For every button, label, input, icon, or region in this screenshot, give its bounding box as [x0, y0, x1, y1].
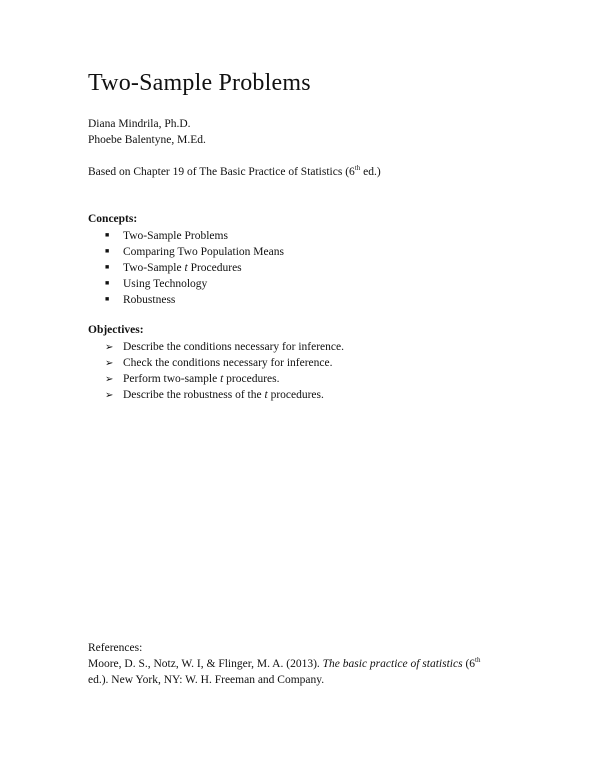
arrow-bullet-icon: ➢ — [105, 358, 114, 369]
square-bullet-icon: ■ — [105, 295, 110, 304]
square-bullet-icon: ■ — [105, 279, 110, 288]
source-note — [88, 166, 381, 178]
page-title: Two-Sample Problems — [88, 70, 311, 96]
objectives-list — [105, 339, 344, 403]
references-heading: References: — [88, 642, 143, 654]
concepts-list — [105, 228, 284, 308]
arrow-bullet-icon: ➢ — [105, 390, 114, 401]
arrow-bullet-icon: ➢ — [105, 374, 114, 385]
list-item: ■ Two-Sample t Procedures — [105, 260, 284, 276]
list-item: ■ Comparing Two Population Means — [105, 244, 284, 260]
objectives-heading: Objectives: — [88, 324, 144, 336]
square-bullet-icon: ■ — [105, 263, 110, 272]
source-note-text: Based on Chapter 19 of The Basic Practice of Statistics (6 — [88, 166, 355, 178]
source-note-sup: th — [354, 164, 361, 173]
square-bullet-icon: ■ — [105, 231, 110, 240]
list-item: ■ Using Technology — [105, 276, 284, 292]
citation-edition: (6 — [462, 658, 476, 670]
list-item: ➢ Perform two-sample t procedures. — [105, 371, 344, 387]
source-note-suffix: ed.) — [360, 166, 381, 178]
concepts-heading: Concepts: — [88, 213, 138, 225]
author-1: Diana Mindrila, Ph.D. — [88, 118, 191, 130]
list-item: ■ Two-Sample Problems — [105, 228, 284, 244]
citation-authors: Moore, D. S., Notz, W. I, & Flinger, M. A. (2013). — [88, 658, 323, 670]
citation-title: The basic practice of statistics — [322, 658, 463, 670]
list-item: ➢ Check the conditions necessary for inference. — [105, 355, 344, 371]
list-item: ➢ Describe the robustness of the t procedures. — [105, 387, 344, 403]
citation-edition-sup: th — [475, 656, 481, 665]
list-item: ➢ Describe the conditions necessary for inference. — [105, 339, 344, 355]
arrow-bullet-icon: ➢ — [105, 342, 114, 353]
reference-citation-line2: ed.). New York, NY: W. H. Freeman and Company. — [88, 674, 325, 686]
reference-citation — [88, 658, 480, 670]
author-2: Phoebe Balentyne, M.Ed. — [88, 134, 206, 146]
square-bullet-icon: ■ — [105, 247, 110, 256]
list-item: ■ Robustness — [105, 292, 284, 308]
